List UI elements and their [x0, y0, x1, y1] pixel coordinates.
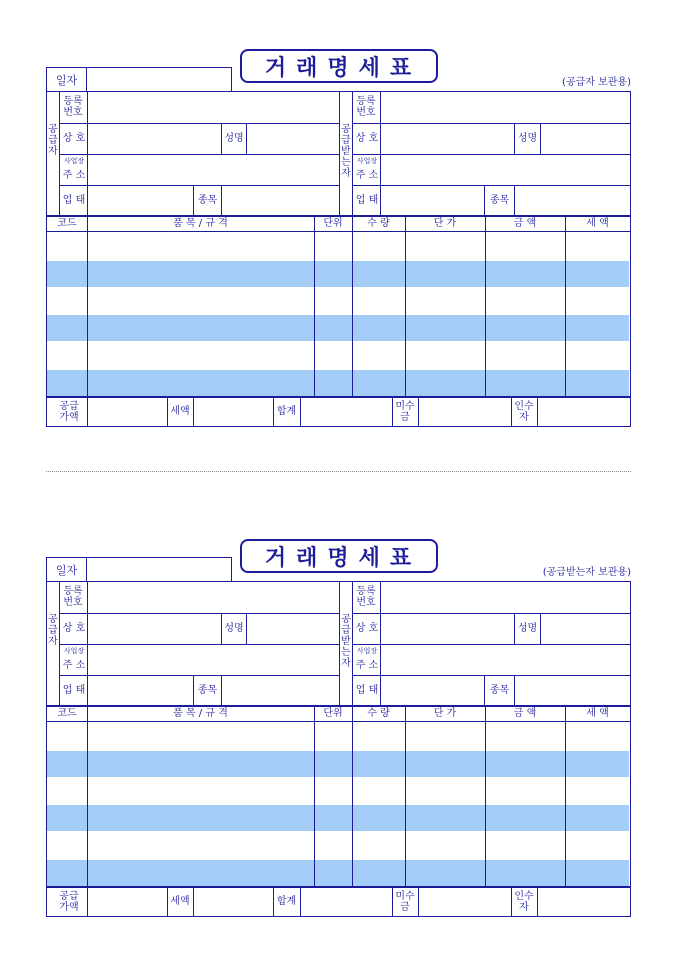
supplier-reg-no-label: 등록번호 — [63, 586, 83, 608]
receiver-address-label: 주 소 — [355, 660, 379, 671]
col-quantity: 수 량 — [367, 708, 390, 719]
receiver-side-label: 공급받는자 — [341, 614, 351, 669]
supplier-business-place-label: 사업장 — [63, 647, 85, 655]
footer-unpaid-label: 미수금 — [395, 401, 415, 423]
supplier-business-item-label: 종목 — [197, 195, 218, 206]
col-unit-price: 단 가 — [433, 218, 457, 229]
item-row-stripe — [47, 315, 629, 341]
receiver-company-label: 상 호 — [355, 133, 379, 144]
col-tax: 세 액 — [586, 218, 609, 229]
col-unit: 단위 — [323, 218, 343, 229]
form-title: 거래명세표 — [240, 539, 438, 573]
receiver-business-place-label: 사업장 — [356, 647, 378, 655]
receiver-reg-no-label: 등록번호 — [356, 586, 376, 608]
supplier-reg-no-label: 등록번호 — [63, 96, 83, 118]
receiver-company-label: 상 호 — [355, 623, 379, 634]
item-row-stripe — [47, 751, 629, 777]
col-tax: 세 액 — [586, 708, 609, 719]
footer-receiver-label: 인수자 — [514, 401, 534, 423]
supplier-side-label: 공급자 — [48, 614, 58, 647]
receiver-address-label: 주 소 — [355, 170, 379, 181]
footer-tax-label: 세액 — [170, 406, 190, 417]
date-field[interactable] — [46, 67, 232, 91]
date-label: 일자 — [47, 558, 87, 582]
cut-line — [46, 471, 631, 472]
footer-total-label: 합계 — [276, 896, 297, 907]
footer-receiver-label: 인수자 — [514, 891, 534, 913]
supplier-name-label: 성명 — [224, 133, 244, 144]
receiver-business-item-label: 종목 — [489, 685, 510, 696]
supplier-side-label: 공급자 — [48, 124, 58, 157]
item-row-stripe — [47, 261, 629, 287]
footer-tax-label: 세액 — [170, 896, 190, 907]
col-amount: 금 액 — [513, 218, 537, 229]
date-field[interactable] — [46, 557, 232, 581]
col-item-spec: 품 목 / 규 격 — [173, 218, 228, 229]
col-unit: 단위 — [323, 708, 343, 719]
supplier-business-type-label: 업 태 — [62, 685, 86, 696]
col-code: 코드 — [57, 708, 77, 719]
supplier-business-place-label: 사업장 — [63, 157, 85, 165]
invoice-grid — [46, 581, 631, 917]
col-item-spec: 품 목 / 규 격 — [173, 708, 228, 719]
receiver-business-place-label: 사업장 — [356, 157, 378, 165]
supplier-business-type-label: 업 태 — [62, 195, 86, 206]
supplier-business-item-label: 종목 — [197, 685, 218, 696]
copy-note: (공급자 보관용) — [562, 77, 631, 88]
item-row-stripe — [47, 860, 629, 886]
supplier-address-label: 주 소 — [62, 170, 86, 181]
receiver-business-type-label: 업 태 — [355, 685, 379, 696]
receiver-name-label: 성명 — [517, 133, 538, 144]
footer-unpaid-label: 미수금 — [395, 891, 415, 913]
supplier-company-label: 상 호 — [62, 133, 86, 144]
form-title: 거래명세표 — [240, 49, 438, 83]
supplier-name-label: 성명 — [224, 623, 244, 634]
receiver-reg-no-label: 등록번호 — [356, 96, 376, 118]
receiver-business-item-label: 종목 — [489, 195, 510, 206]
date-label: 일자 — [47, 68, 87, 92]
copy-note: (공급받는자 보관용) — [542, 567, 631, 578]
footer-supply-amount-label: 공급가액 — [59, 401, 79, 423]
col-amount: 금 액 — [513, 708, 537, 719]
supplier-address-label: 주 소 — [62, 660, 86, 671]
footer-supply-amount-label: 공급가액 — [59, 891, 79, 913]
item-row-stripe — [47, 805, 629, 831]
receiver-business-type-label: 업 태 — [355, 195, 379, 206]
supplier-company-label: 상 호 — [62, 623, 86, 634]
item-row-stripe — [47, 370, 629, 396]
col-code: 코드 — [57, 218, 77, 229]
receiver-name-label: 성명 — [517, 623, 538, 634]
col-quantity: 수 량 — [367, 218, 390, 229]
footer-total-label: 합계 — [276, 406, 297, 417]
invoice-grid — [46, 91, 631, 427]
col-unit-price: 단 가 — [433, 708, 457, 719]
receiver-side-label: 공급받는자 — [341, 124, 351, 179]
